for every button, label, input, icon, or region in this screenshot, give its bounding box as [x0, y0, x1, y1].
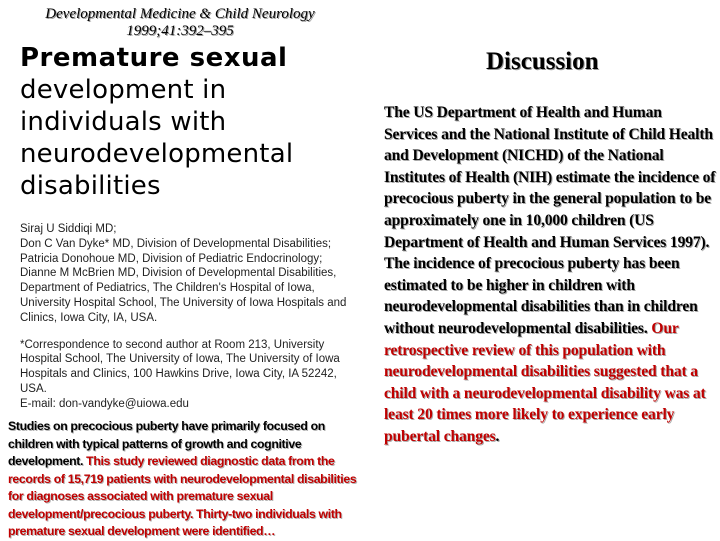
journal-volume: 1999;41:392–395 [126, 23, 234, 39]
author-line: Patricia Donohoue MD, Division of Pediatric Endocrinology; [20, 252, 323, 265]
discussion-text [384, 102, 718, 448]
author-line: Don C Van Dyke* MD, Division of Developmental Disabilities; [20, 237, 332, 250]
correspondence-address: *Correspondence to second author at Room 213, University Hospital School, The University of Iowa, The University of Iowa Hospitals and Clinics, 100 Hawkins Drive, Iowa City, IA 52242, USA. [20, 338, 340, 395]
title-line: disabilities [20, 171, 161, 201]
correspondence-email: E-mail: don-vandyke@uiowa.edu [20, 397, 189, 410]
author-affiliations [20, 222, 360, 424]
discussion-end: . [495, 427, 500, 445]
author-line: Siraj U Siddiqi MD; [20, 223, 117, 235]
discussion-heading: Discussion [486, 48, 599, 75]
title-line: development in [20, 75, 227, 105]
title-line: neurodevelopmental [20, 139, 294, 169]
abstract-text: Studies on precocious puberty have primarily focused on children with typical patterns of growth and cognitive development. [8, 419, 325, 468]
discussion-highlight: Our retrospective review of this population with neurodevelopmental disabilities suggested that a child with a neurodevelopmental disability was at least 20 times more likely to experience early pubertal changes [384, 319, 706, 445]
discussion-paragraph: The US Department of Health and Human Services and the National Institute of Child Health and Development (NICHD) of the National Institutes of Health (NIH) estimate the incidence of precocious puberty in the general population to be approximately one in 10,000 children (US Department of Health and Human Services 1997). The incidence of precocious puberty has been estimated to be higher in children with neurodevelopmental disabilities than in children without neurodevelopmental disabilities. [384, 104, 716, 337]
author-list [20, 222, 360, 326]
abstract-highlight: This study reviewed diagnostic data from the records of 15,719 patients with neurodevelopmental disabilities for diagnoses associated with premature sexual development/precocious puberty. Thirty-two individuals with premature sexual development were identified… [8, 454, 357, 538]
journal-name: Developmental Medicine & Child Neurology [45, 6, 315, 22]
abstract-excerpt [8, 418, 363, 541]
journal-citation [20, 6, 340, 40]
author-line: Dianne M McBrien MD, Division of Developmental Disabilities, Department of Pediatrics, The Children's Hospital of Iowa, University Hospital School, The University of Iowa Hospitals and Clinics, Iowa City, IA, USA. [20, 267, 347, 324]
title-line: Premature sexual [20, 43, 288, 73]
title-line: individuals with [20, 107, 227, 137]
paper-title [20, 42, 350, 202]
correspondence-note [20, 338, 360, 412]
